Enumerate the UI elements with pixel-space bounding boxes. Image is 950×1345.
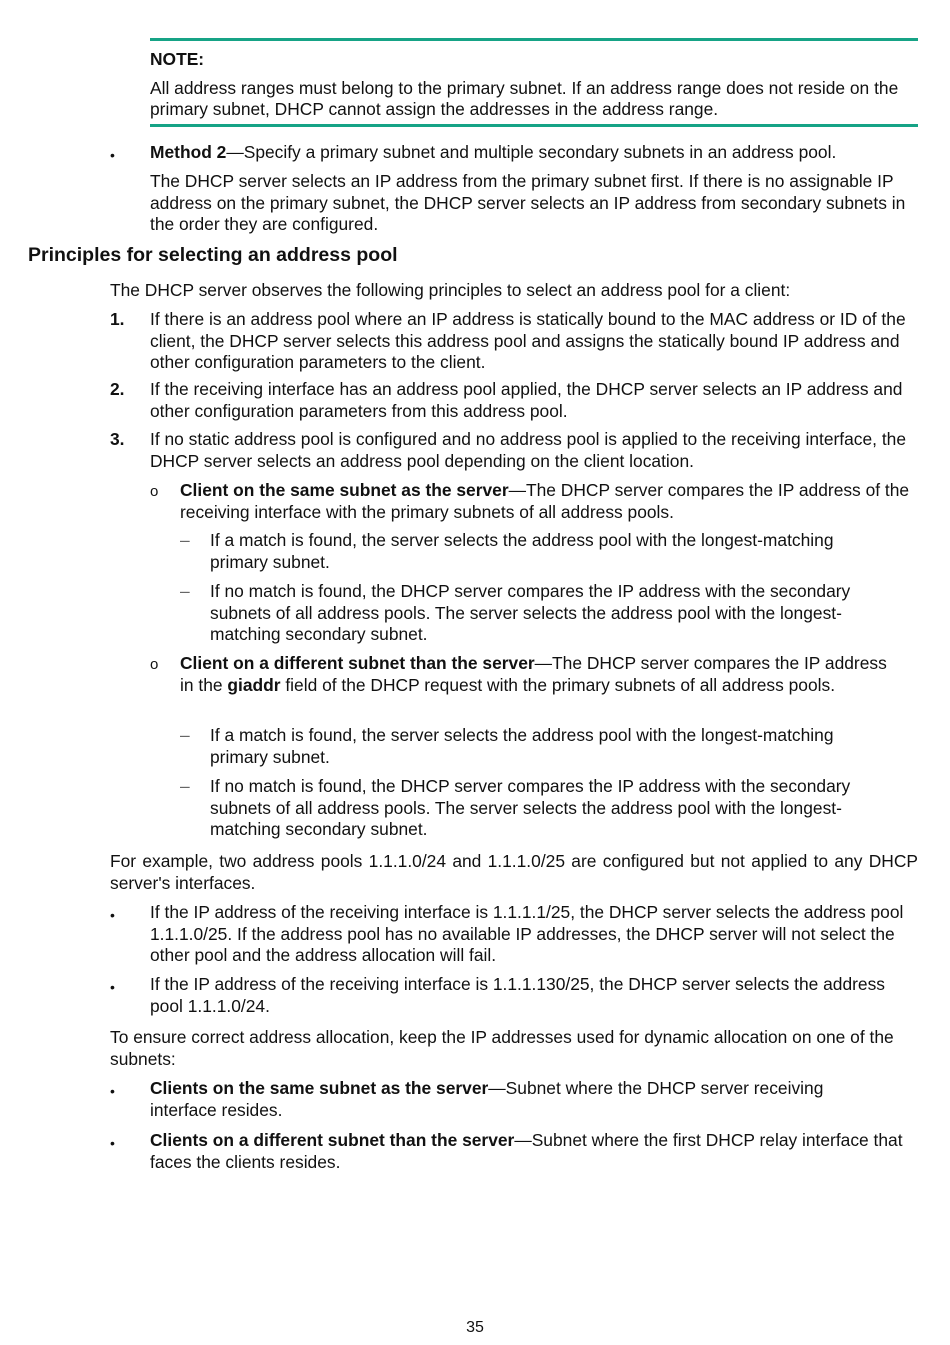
subitem-b-text xyxy=(180,653,905,696)
subitem-b-dash-1-marker: – xyxy=(180,725,190,745)
ensure-bullet-1-text xyxy=(150,1078,890,1121)
step-3-text: If no static address pool is configured and no address pool is applied to the receiving interface, the DHCP server selects an address pool depending on the client location. xyxy=(150,429,906,471)
subitem-b-dash-2-marker: – xyxy=(180,776,190,796)
ensure-bullet-1-label: Clients on the same subnet as the server xyxy=(150,1078,489,1098)
ensure-bullet-1-desc: —Subnet where the DHCP server receiving interface resides. xyxy=(150,1078,824,1120)
subitem-b-dash-2-text: If no match is found, the DHCP server compares the IP address with the secondary subnets of all address pools. The server selects the address pool with the longest-matching secondary subnet. xyxy=(210,776,851,839)
step-1-text: If there is an address pool where an IP address is statically bound to the MAC address or ID of the client, the DHCP server selects this address pool and assigns the statically bound IP address and other configuration parameters to the client. xyxy=(150,309,906,372)
section-intro: The DHCP server observes the following principles to select an address pool for a client: xyxy=(110,280,791,300)
example-bullet-2-marker: • xyxy=(110,979,115,995)
subitem-a-text xyxy=(180,480,918,523)
method2-text: —Specify a primary subnet and multiple secondary subnets in an address pool. xyxy=(226,142,837,162)
step-2-number: 2. xyxy=(110,379,125,399)
section-heading: Principles for selecting an address pool xyxy=(28,244,398,266)
step-3-number: 3. xyxy=(110,429,125,449)
example-bullet-1-marker: • xyxy=(110,907,115,923)
note-top-rule xyxy=(150,38,918,41)
ensure-bullet-2-marker: • xyxy=(110,1135,115,1151)
subitem-a-dash-1-text: If a match is found, the server selects the address pool with the longest-matching primary subnet. xyxy=(210,530,834,572)
ensure-paragraph: To ensure correct address allocation, keep the IP addresses used for dynamic allocation on one of the subnets: xyxy=(110,1027,894,1069)
step-2-text: If the receiving interface has an address pool applied, the DHCP server selects an IP address and other configuration parameters from this address pool. xyxy=(150,379,903,421)
method2-label: Method 2 xyxy=(150,142,227,162)
subitem-a-desc: —The DHCP server compares the IP address of the receiving interface with the primary subnets of all address pools. xyxy=(180,480,910,522)
ensure-bullet-1-marker: • xyxy=(110,1083,115,1099)
method2-detail: The DHCP server selects an IP address from the primary subnet first. If there is no assignable IP address on the primary subnet, the DHCP server selects an IP address from secondary subnets in the order they are configured. xyxy=(150,171,906,234)
ensure-bullet-2-label: Clients on a different subnet than the server xyxy=(150,1130,515,1150)
subitem-b-dash-1-text: If a match is found, the server selects the address pool with the longest-matching primary subnet. xyxy=(210,725,834,767)
subitem-a-dash-1-marker: – xyxy=(180,530,190,550)
example-bullet-1-text: If the IP address of the receiving interface is 1.1.1.1/25, the DHCP server selects the address pool 1.1.1.0/25. If the address pool has no available IP addresses, the DHCP server will not select the other pool and the address allocation will fail. xyxy=(150,902,904,965)
subitem-a-label: Client on the same subnet as the server xyxy=(180,480,509,500)
example-bullet-2-text: If the IP address of the receiving interface is 1.1.1.130/25, the DHCP server selects the address pool 1.1.1.0/24. xyxy=(150,974,885,1016)
method2-bullet: • xyxy=(110,147,115,163)
subitem-b-label: Client on a different subnet than the server xyxy=(180,653,535,673)
subitem-a-marker: o xyxy=(150,483,159,500)
method2-line xyxy=(150,142,918,164)
subitem-b-desc-a: —The DHCP server compares the IP address in the xyxy=(180,653,887,695)
note-title: NOTE: xyxy=(150,49,205,69)
subitem-a-dash-2-marker: – xyxy=(180,581,190,601)
subitem-a-dash-2-text: If no match is found, the DHCP server compares the IP address with the secondary subnets of all address pools. The server selects the address pool with the longest-matching secondary subnet. xyxy=(210,581,851,644)
subitem-b-marker: o xyxy=(150,656,159,673)
page-number: 35 xyxy=(466,1319,484,1336)
subitem-b-desc-b: field of the DHCP request with the primary subnets of all address pools. xyxy=(280,674,836,695)
example-paragraph: For example, two address pools 1.1.1.0/24 and 1.1.1.0/25 are configured but not applied to any DHCP server's interfaces. xyxy=(110,851,918,893)
note-bottom-rule xyxy=(150,124,918,127)
step-1-number: 1. xyxy=(110,309,125,329)
ensure-bullet-2-desc: —Subnet where the first DHCP relay interface that faces the clients resides. xyxy=(150,1130,903,1172)
note-text: All address ranges must belong to the primary subnet. If an address range does not reside on the primary subnet, DHCP cannot assign the addresses in the address range. xyxy=(150,77,899,119)
ensure-bullet-2-text xyxy=(150,1130,918,1173)
subitem-b-field: giaddr xyxy=(227,674,281,695)
note-box xyxy=(150,38,918,127)
